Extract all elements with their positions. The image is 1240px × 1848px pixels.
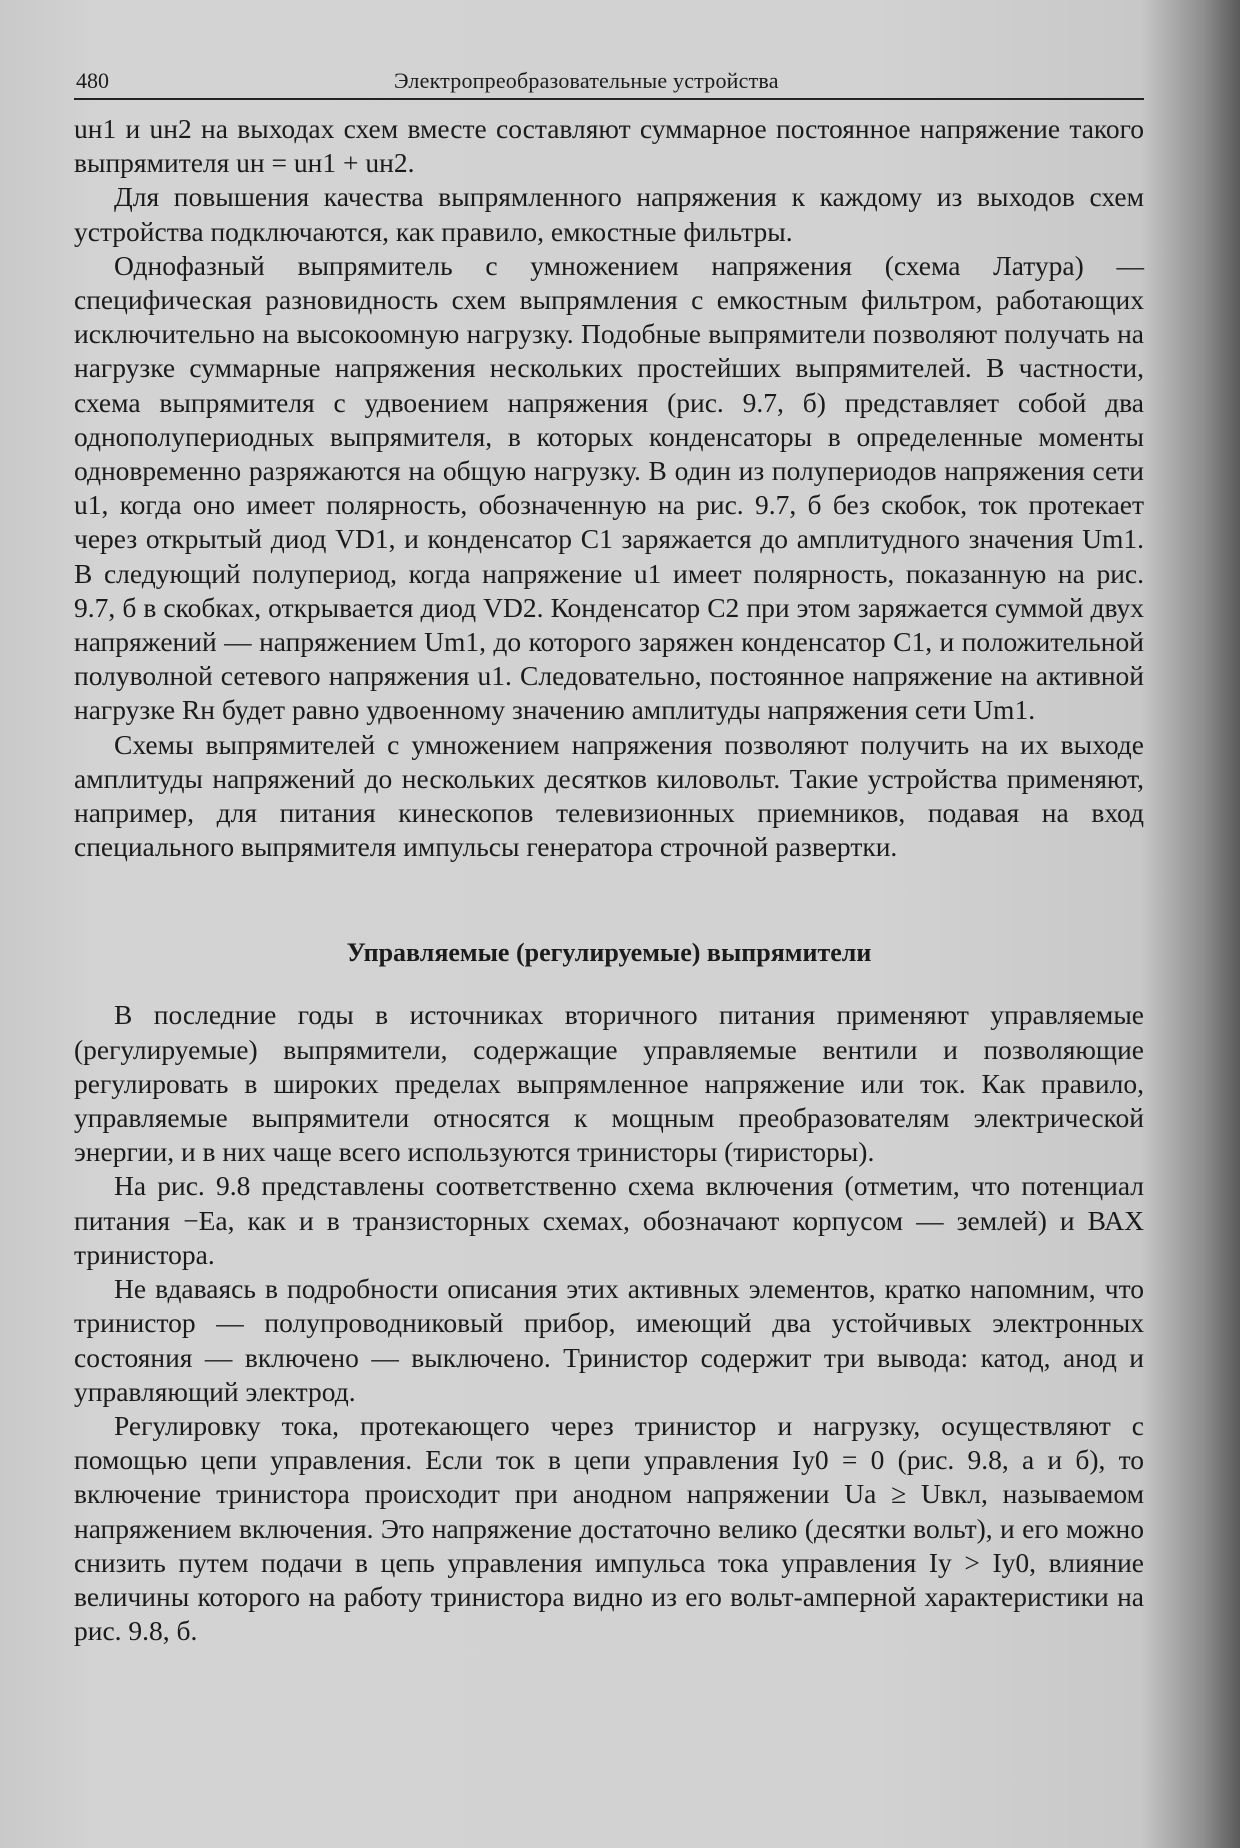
paragraph: uн1 и uн2 на выходах схем вместе составляют суммарное постоянное напряжение такого выпрямителя uн = uн1 + uн2.	[74, 113, 1144, 179]
running-title: Электропреобразовательные устройства	[394, 68, 779, 93]
paragraph: В последние годы в источниках вторичного питания применяют управляемые (регулируемые) выпрямители, содержащие управляемые вентили и позволяющие регулировать в широких пределах выпрямленное напряжение или ток. Как правило, управляемые выпрямители относятся к мощным преобразователям электрической энергии, и в них чаще всего используются тринисторы (тиристоры).	[74, 999, 1144, 1168]
paragraph: Для повышения качества выпрямленного напряжения к каждому из выходов схем устройства подключаются, как правило, емкостные фильтры.	[74, 181, 1144, 247]
paragraph: Регулировку тока, протекающего через тринистор и нагрузку, осуществляют с помощью цепи управления. Если ток в цепи управления Iу0 = 0 (рис. 9.8, а и б), то включение тринистора происходит при анодном напряжении Uа ≥ Uвкл, называемом напряжением включения. Это напряжение достаточно велико (десятки вольт), и его можно снизить путем подачи в цепь управления импульса тока управления Iу > Iу0, влияние величины которого на работу тринистора видно из его вольт-амперной характеристики на рис. 9.8, б.	[74, 1409, 1144, 1647]
paragraph: На рис. 9.8 представлены соответственно схема включения (отметим, что потенциал питания −Eа, как и в транзисторных схемах, обозначают корпусом — землей) и ВАХ тринистора.	[74, 1170, 1144, 1270]
body-text	[74, 112, 1144, 1648]
book-page	[74, 62, 1144, 1648]
paragraph: Схемы выпрямителей с умножением напряжения позволяют получить на их выходе амплитуды напряжений до нескольких десятков киловольт. Такие устройства применяют, например, для питания кинескопов телевизионных приемников, подавая на вход специального выпрямителя импульсы генератора строчной развертки.	[74, 728, 1144, 863]
paragraph: Не вдаваясь в подробности описания этих активных элементов, кратко напомним, что тринистор — полупроводниковый прибор, имеющий два устойчивых электронных состояния — включено — выключено. Тринистор содержит три вывода: катод, анод и управляющий электрод.	[74, 1273, 1144, 1407]
section-title: Управляемые (регулируемые) выпрямители	[346, 938, 872, 968]
paragraph: Однофазный выпрямитель с умножением напряжения (схема Латура) — специфическая разновидность схем выпрямления с емкостным фильтром, работающих исключительно на высокоомную нагрузку. Подобные выпрямители позволяют получать на нагрузке суммарные напряжения нескольких простейших выпрямителей. В частности, схема выпрямителя с удвоением напряжения (рис. 9.7, б) представляет собой два однополупериодных выпрямителя, в которых конденсаторы в определенные моменты одновременно разряжаются на общую нагрузку. В один из полупериодов напряжения сети u1, когда оно имеет полярность, обозначенную на рис. 9.7, б без скобок, ток протекает через открытый диод VD1, и конденсатор C1 заряжается до амплитудного значения Um1. В следующий полупериод, когда напряжение u1 имеет полярность, показанную на рис. 9.7, б в скобках, открывается диод VD2. Конденсатор C2 при этом заряжается суммой двух напряжений — напряжением Um1, до которого заряжен конденсатор C1, и положительной полуволной сетевого напряжения u1. Следовательно, постоянное напряжение на активной нагрузке Rн будет равно удвоенному значению амплитуды напряжения сети Um1.	[74, 249, 1144, 726]
page-number: 480	[76, 68, 109, 93]
page-header	[74, 62, 1144, 100]
